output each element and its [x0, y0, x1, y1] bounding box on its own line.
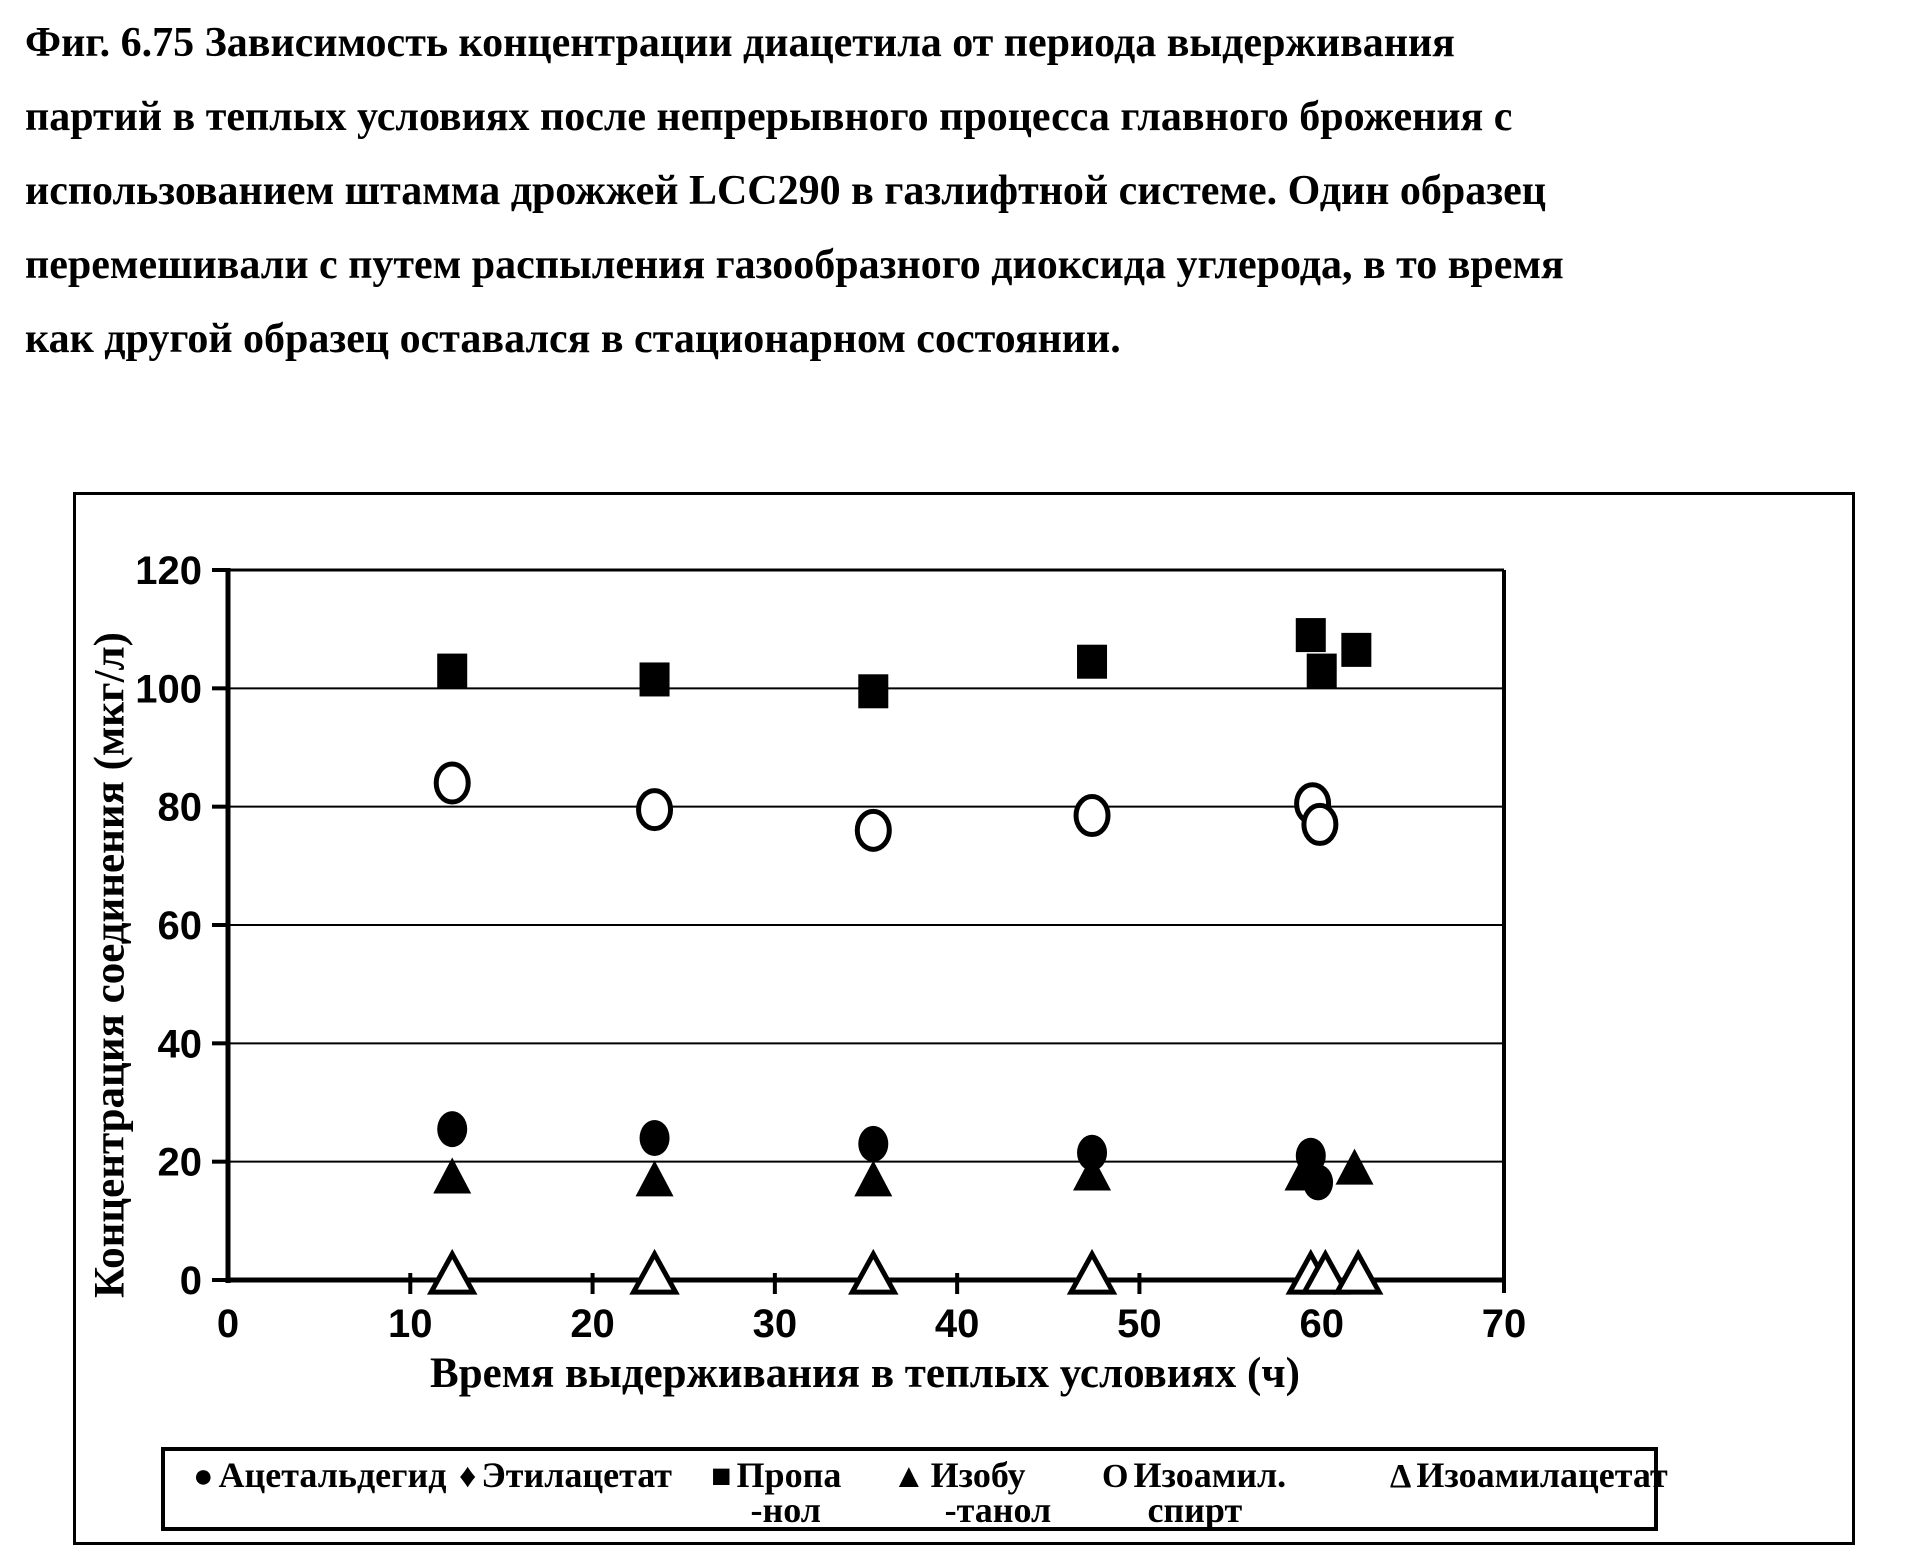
open-triangle-point — [431, 1254, 473, 1292]
filled-square-point — [858, 674, 888, 708]
y-tick-label: 100 — [135, 667, 202, 712]
filled-square-point — [1341, 633, 1371, 667]
filled-square-point — [640, 662, 670, 696]
x-tick-label: 40 — [934, 1302, 980, 1346]
open-circle-point — [639, 791, 671, 829]
caption-line: перемешивали с путем распыления газообразного диоксида углерода, в то время — [25, 242, 1564, 288]
filled-square-marker-icon: ■ — [711, 1458, 732, 1495]
filled-circle-point — [1077, 1135, 1107, 1171]
y-tick-label: 40 — [157, 1022, 202, 1067]
open-circle-marker-icon: O — [1102, 1458, 1129, 1495]
filled-square-point — [437, 654, 467, 688]
filled-triangle-point — [636, 1160, 674, 1196]
legend-label: -танол — [944, 1490, 1052, 1530]
open-circle-point — [1076, 797, 1108, 835]
legend-item-acetaldehyde — [193, 1455, 447, 1496]
filled-triangle-point — [433, 1157, 471, 1193]
legend-item-isoamyl-acetate — [1390, 1455, 1668, 1496]
filled-circle-point — [437, 1111, 467, 1147]
y-tick-label: 0 — [179, 1259, 202, 1303]
x-tick-label: 70 — [1481, 1302, 1527, 1346]
filled-square-point — [1077, 645, 1107, 679]
x-tick-label: 10 — [388, 1302, 433, 1346]
filled-circle-marker-icon: ● — [193, 1458, 214, 1495]
open-triangle-point — [1337, 1254, 1379, 1292]
filled-circle-point — [640, 1120, 670, 1156]
legend-label: Ацетальдегид — [218, 1455, 447, 1495]
caption-line: как другой образец оставался в стационарном состоянии. — [25, 316, 1121, 362]
open-triangle-point — [1071, 1254, 1113, 1292]
filled-triangle-point — [854, 1160, 892, 1196]
chart-legend — [161, 1447, 1668, 1531]
filled-circle-point — [1303, 1164, 1333, 1200]
open-triangle-point — [852, 1254, 894, 1292]
legend-label: Изоамилацетат — [1416, 1455, 1668, 1495]
figure-caption — [25, 6, 1564, 376]
legend-label: Пропа — [736, 1455, 842, 1495]
x-tick-label: 60 — [1299, 1302, 1344, 1346]
x-tick-label: 0 — [216, 1302, 240, 1346]
filled-circle-point — [858, 1126, 888, 1162]
filled-square-point — [1307, 654, 1337, 688]
x-tick-label: 50 — [1117, 1302, 1162, 1346]
legend-label: спирт — [1147, 1490, 1243, 1530]
caption-line: использованием штамма дрожжей LCC290 в газлифтной системе. Один образец — [25, 168, 1546, 214]
filled-diamond-marker-icon: ♦ — [459, 1458, 477, 1495]
legend-label: Этилацетат — [481, 1455, 672, 1495]
open-circle-point — [436, 764, 468, 802]
caption-line: партий в теплых условиях после непрерывного процесса главного брожения с — [25, 94, 1513, 140]
filled-triangle-marker-icon: ▲ — [892, 1458, 926, 1495]
x-tick-label: 30 — [752, 1302, 798, 1346]
y-tick-label: 20 — [157, 1140, 202, 1185]
filled-triangle-point — [1336, 1149, 1374, 1185]
open-circle-point — [1304, 805, 1336, 843]
y-tick-label: 120 — [135, 549, 202, 593]
y-axis-title: Концентрация соединения (мкг/л) — [86, 632, 134, 1298]
open-triangle-marker-icon: Δ — [1390, 1458, 1412, 1495]
legend-label: -нол — [750, 1490, 821, 1530]
y-tick-label: 60 — [157, 904, 202, 948]
y-tick-label: 80 — [157, 785, 202, 830]
caption-line: Фиг. 6.75 Зависимость концентрации диацетила от периода выдерживания — [25, 20, 1455, 66]
legend-item-propanol — [711, 1455, 842, 1530]
open-circle-point — [857, 811, 889, 849]
open-triangle-point — [634, 1254, 676, 1292]
filled-square-point — [1296, 618, 1326, 652]
legend-item-isobutanol — [892, 1455, 1052, 1530]
figure-frame — [73, 492, 1855, 1545]
legend-item-isoamyl-alcohol — [1102, 1455, 1287, 1530]
legend-item-ethyl-acetate — [459, 1455, 672, 1496]
legend-label: Изобу — [930, 1455, 1026, 1495]
x-tick-label: 20 — [570, 1302, 615, 1346]
legend-label: Изоамил. — [1133, 1455, 1287, 1495]
x-axis-title: Время выдерживания в теплых условиях (ч) — [430, 1350, 1300, 1397]
